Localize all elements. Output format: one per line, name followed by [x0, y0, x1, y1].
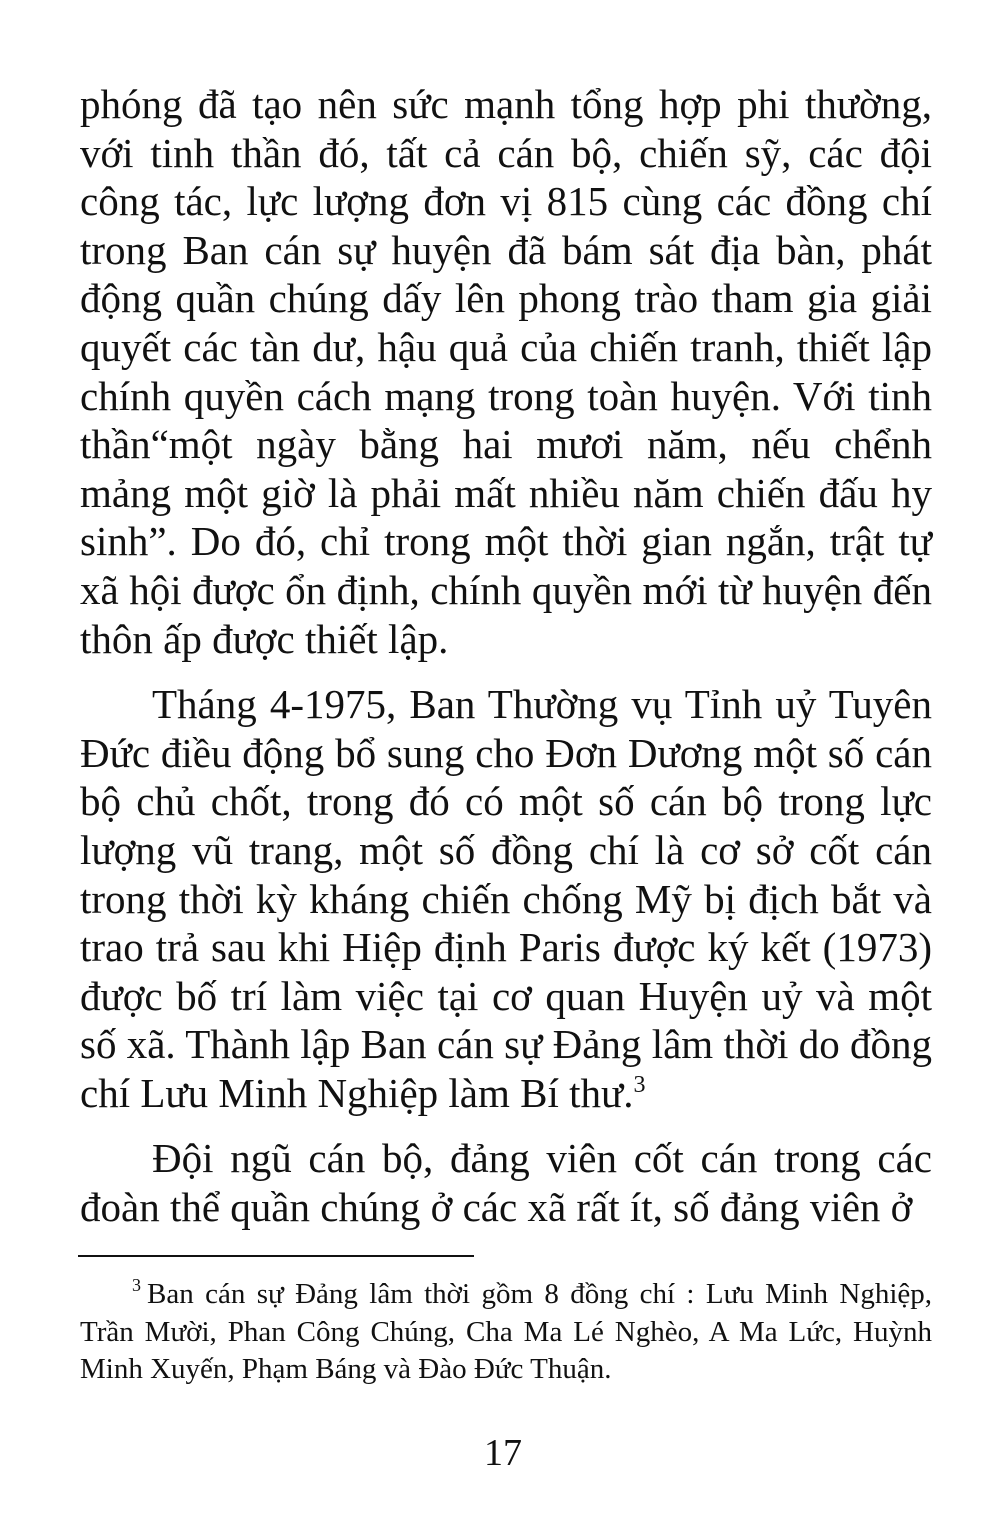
- body-text: [80, 80, 932, 1232]
- page-number: 17: [484, 1432, 522, 1474]
- footnote-marker: 3: [132, 1275, 141, 1295]
- footnote: [80, 1276, 932, 1389]
- paragraph-text: Đội ngũ cán bộ, đảng viên cốt cán trong các đoàn thể quần chúng ở các xã rất ít, số đảng viên ở: [80, 1135, 932, 1231]
- footnote-text: Ban cán sự Đảng lâm thời gồm 8 đồng chí : Lưu Minh Nghiệp, Trần Mười, Phan Công Chúng, Cha Ma Lé Nghèo, A Ma Lức, Huỳnh Minh Xuyến, Phạm Báng và Đào Đức Thuận.: [80, 1278, 932, 1385]
- paragraph-text: Tháng 4-1975, Ban Thường vụ Tỉnh uỷ Tuyên Đức điều động bổ sung cho Đơn Dương một số cán bộ chủ chốt, trong đó có một số cán bộ trong lực lượng vũ trang, một số đồng chí là cơ sở cốt cán trong thời kỳ kháng chiến chống Mỹ bị địch bắt và trao trả sau khi Hiệp định Paris được ký kết (1973) được bố trí làm việc tại cơ quan Huyện uỷ và một số xã. Thành lập Ban cán sự Đảng lâm thời do đồng chí Lưu Minh Nghiệp làm Bí thư.: [80, 681, 932, 1116]
- paragraph-april-1975: [80, 680, 932, 1117]
- paragraph-cadre-team: [80, 1134, 932, 1231]
- footnote-divider: [78, 1255, 474, 1257]
- paragraph-text: phóng đã tạo nên sức mạnh tổng hợp phi thường, với tinh thần đó, tất cả cán bộ, chiến sỹ, các đội công tác, lực lượng đơn vị 815 cùng các đồng chí trong Ban cán sự huyện đã bám sát địa bàn, phát động quần chúng dấy lên phong trào tham gia giải quyết các tàn dư, hậu quả của chiến tranh, thiết lập chính quyền cách mạng trong toàn huyện. Với tinh thần“một ngày bằng hai mươi năm, nếu chểnh mảng một giờ là phải mất nhiều năm chiến đấu hy sinh”. Do đó, chỉ trong một thời gian ngắn, trật tự xã hội được ổn định, chính quyền mới từ huyện đến thôn ấp được thiết lập.: [80, 81, 932, 662]
- footnote-reference: 3: [633, 1071, 646, 1098]
- paragraph-continuation: [80, 80, 932, 663]
